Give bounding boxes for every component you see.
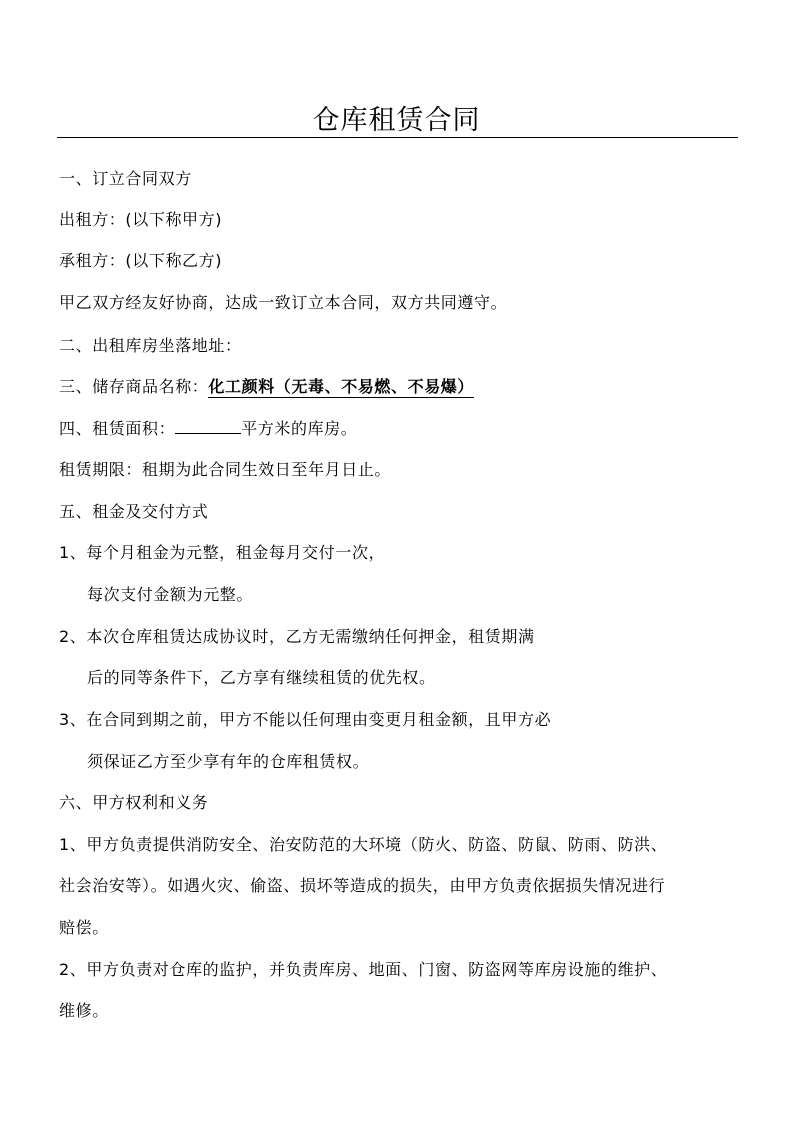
section-6-heading: 六、甲方权利和义务 <box>59 793 209 812</box>
lessor-line: 出租方：(以下称甲方) <box>59 210 223 229</box>
section-5-heading: 五、租金及交付方式 <box>59 502 209 521</box>
rent-item-3a: 3、在合同到期之前，甲方不能以任何理由变更月租金额，且甲方必 <box>59 710 552 729</box>
rent-item-1b: 每次支付金额为元整。 <box>87 585 254 604</box>
goods-name: 化工颜料（无毒、不易燃、不易爆） <box>208 377 475 396</box>
area-blank <box>175 419 241 434</box>
rent-item-2b: 后的同等条件下，乙方享有继续租赁的优先权。 <box>87 668 436 687</box>
title-divider <box>57 137 738 138</box>
section-4-suffix: 平方米的库房。 <box>241 419 358 438</box>
section-1-heading: 一、订立合同双方 <box>59 169 192 188</box>
section-4-line <box>59 419 357 439</box>
section-3-label: 三、储存商品名称： <box>59 377 209 396</box>
rent-item-1a: 1、每个月租金为元整，租金每月交付一次， <box>59 543 386 562</box>
rent-item-2a: 2、本次仓库租赁达成协议时，乙方无需缴纳任何押金，租赁期满 <box>59 627 535 646</box>
section-2-heading: 二、出租库房坐落地址： <box>59 336 242 355</box>
obligation-1a: 1、甲方负责提供消防安全、治安防范的大环境（防火、防盗、防鼠、防雨、防洪、 <box>59 835 668 854</box>
lessee-line: 承租方：(以下称乙方) <box>59 251 223 270</box>
rent-item-3b: 须保证乙方至少享有年的仓库租赁权。 <box>87 752 370 771</box>
section-4-prefix: 四、租赁面积： <box>59 419 176 438</box>
document-title: 仓库租赁合同 <box>312 105 481 136</box>
obligation-1b: 社会治安等）。如遇火灾、偷盗、损坏等造成的损失，由甲方负责依据损失情况进行 <box>59 876 666 895</box>
obligation-1c: 赔偿。 <box>59 918 109 937</box>
agreement-line: 甲乙双方经友好协商，达成一致订立本合同，双方共同遵守。 <box>59 293 508 312</box>
section-3-line <box>59 377 474 397</box>
obligation-2b: 维修。 <box>59 1001 109 1020</box>
lease-term-line: 租赁期限：租期为此合同生效日至年月日止。 <box>59 460 392 479</box>
obligation-2a: 2、甲方负责对仓库的监护，并负责库房、地面、门窗、防盗网等库房设施的维护、 <box>59 960 668 979</box>
